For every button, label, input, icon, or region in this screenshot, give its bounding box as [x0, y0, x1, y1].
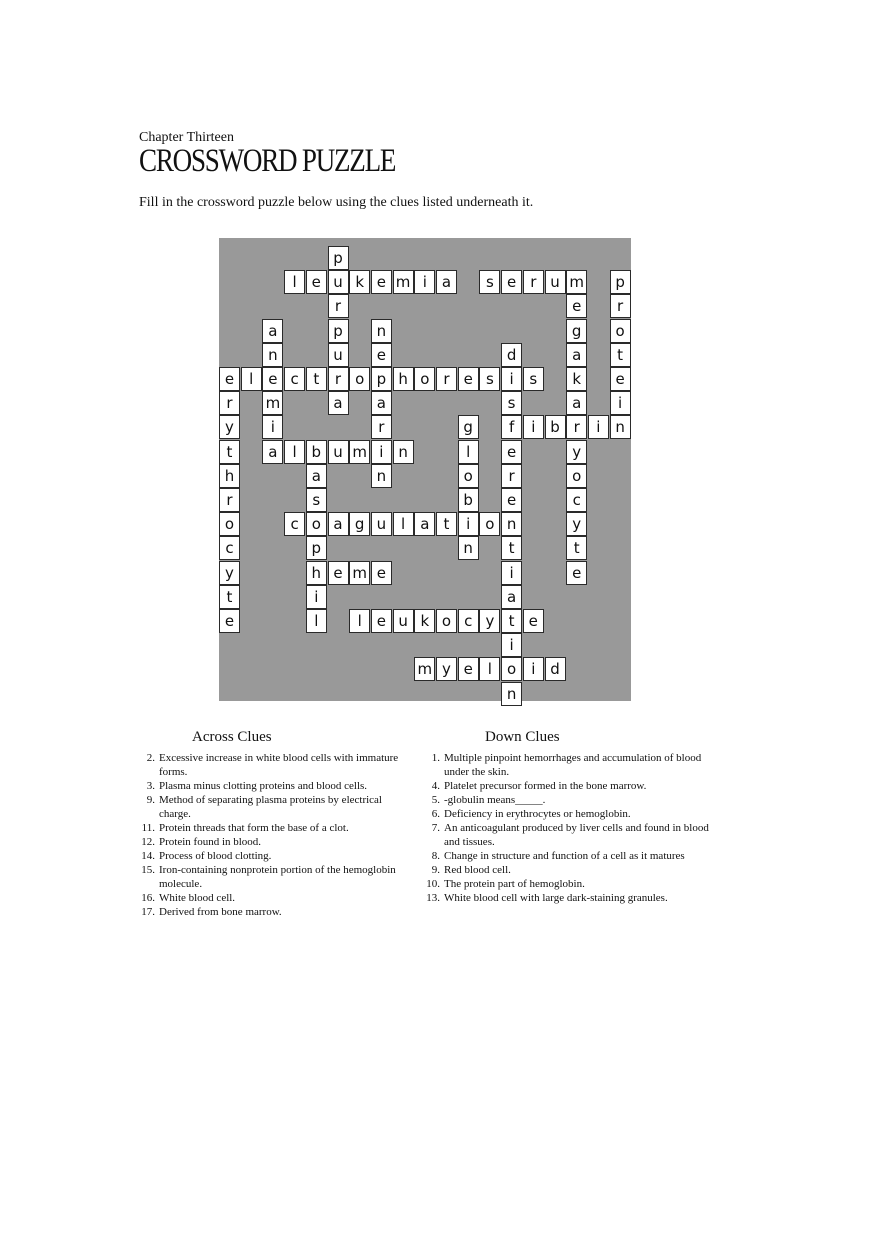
crossword-cell[interactable]: m: [393, 270, 414, 294]
crossword-cell[interactable]: r: [219, 488, 240, 512]
crossword-cell[interactable]: o: [566, 464, 587, 488]
down-clue: [424, 863, 714, 877]
down-clue: [424, 849, 714, 863]
clue-text: An anticoagulant produced by liver cells and found in blood and tissues.: [444, 822, 709, 848]
crossword-cell[interactable]: u: [328, 343, 349, 367]
crossword-cell[interactable]: e: [371, 343, 392, 367]
clue-number: 17.: [141, 906, 155, 918]
crossword-cell[interactable]: y: [566, 440, 587, 464]
crossword-cell[interactable]: b: [458, 488, 479, 512]
crossword-cell[interactable]: p: [371, 367, 392, 391]
crossword-cell[interactable]: k: [566, 367, 587, 391]
crossword-cell[interactable]: e: [219, 609, 240, 633]
crossword-cell[interactable]: e: [566, 561, 587, 585]
crossword-cell[interactable]: p: [306, 536, 327, 560]
crossword-cell[interactable]: h: [306, 561, 327, 585]
crossword-cell[interactable]: l: [479, 657, 500, 681]
crossword-cell[interactable]: e: [371, 561, 392, 585]
crossword-cell[interactable]: y: [479, 609, 500, 633]
clue-text: Change in structure and function of a cell as it matures: [444, 850, 685, 862]
crossword-cell[interactable]: b: [306, 440, 327, 464]
chapter-label: Chapter Thirteen: [139, 130, 234, 145]
crossword-cell[interactable]: m: [262, 391, 283, 415]
crossword-cell[interactable]: e: [458, 657, 479, 681]
crossword-cell[interactable]: n: [610, 415, 631, 439]
crossword-cell[interactable]: u: [328, 270, 349, 294]
clue-text: Red blood cell.: [444, 864, 511, 876]
clue-text: Derived from bone marrow.: [159, 906, 282, 918]
crossword-cell[interactable]: l: [306, 609, 327, 633]
crossword-cell[interactable]: i: [371, 440, 392, 464]
clue-text: Iron-containing nonprotein portion of the hemoglobin molecule.: [159, 864, 396, 890]
crossword-cell[interactable]: b: [545, 415, 566, 439]
crossword-cell[interactable]: i: [306, 585, 327, 609]
crossword-cell[interactable]: r: [219, 391, 240, 415]
down-clue: [424, 751, 714, 779]
crossword-cell[interactable]: l: [458, 440, 479, 464]
crossword-cell[interactable]: u: [545, 270, 566, 294]
clue-number: 13.: [426, 892, 440, 904]
crossword-cell[interactable]: a: [436, 270, 457, 294]
clue-number: 4.: [431, 780, 440, 792]
crossword-cell[interactable]: p: [610, 270, 631, 294]
crossword-cell[interactable]: i: [458, 512, 479, 536]
crossword-cell[interactable]: t: [610, 343, 631, 367]
crossword-cell[interactable]: m: [414, 657, 435, 681]
crossword-cell[interactable]: e: [371, 609, 392, 633]
clue-number: 12.: [141, 836, 155, 848]
crossword-cell[interactable]: s: [479, 270, 500, 294]
clue-number: 2.: [146, 752, 155, 764]
crossword-cell[interactable]: t: [306, 367, 327, 391]
crossword-cell[interactable]: l: [393, 512, 414, 536]
across-clue: [139, 891, 409, 905]
crossword-cell[interactable]: r: [328, 367, 349, 391]
clue-number: 7.: [431, 822, 440, 834]
clue-number: 5.: [431, 794, 440, 806]
crossword-cell[interactable]: i: [414, 270, 435, 294]
crossword-cell[interactable]: e: [262, 367, 283, 391]
clue-text: Protein threads that form the base of a clot.: [159, 822, 349, 834]
crossword-cell[interactable]: c: [566, 488, 587, 512]
crossword-cell[interactable]: e: [501, 270, 522, 294]
crossword-cell[interactable]: u: [393, 609, 414, 633]
clue-text: White blood cell.: [159, 892, 236, 904]
crossword-cell[interactable]: c: [458, 609, 479, 633]
crossword-cell[interactable]: u: [328, 440, 349, 464]
crossword-cell[interactable]: r: [371, 415, 392, 439]
crossword-cell[interactable]: s: [479, 367, 500, 391]
crossword-cell[interactable]: g: [458, 415, 479, 439]
clue-text: Deficiency in erythrocytes or hemoglobin.: [444, 808, 631, 820]
crossword-cell[interactable]: a: [414, 512, 435, 536]
crossword-cell[interactable]: o: [349, 367, 370, 391]
instructions: Fill in the crossword puzzle below using the clues listed underneath it.: [139, 195, 534, 210]
across-clue: [139, 849, 409, 863]
crossword-cell[interactable]: d: [501, 343, 522, 367]
crossword-cell[interactable]: a: [566, 343, 587, 367]
crossword-cell[interactable]: a: [328, 512, 349, 536]
crossword-cell[interactable]: l: [349, 609, 370, 633]
crossword-cell[interactable]: y: [219, 561, 240, 585]
clue-number: 10.: [426, 878, 440, 890]
across-clue: [139, 905, 409, 919]
crossword-cell[interactable]: a: [501, 585, 522, 609]
crossword-cell[interactable]: i: [610, 391, 631, 415]
across-clue-list: [139, 751, 409, 919]
crossword-cell[interactable]: k: [414, 609, 435, 633]
clue-number: 9.: [431, 864, 440, 876]
clue-number: 14.: [141, 850, 155, 862]
across-clue: [139, 863, 409, 891]
clue-text: Platelet precursor formed in the bone marrow.: [444, 780, 647, 792]
crossword-cell[interactable]: n: [458, 536, 479, 560]
clue-number: 11.: [141, 822, 155, 834]
crossword-cell[interactable]: i: [501, 367, 522, 391]
across-clue: [139, 751, 409, 779]
crossword-cell[interactable]: h: [393, 367, 414, 391]
crossword-cell[interactable]: m: [349, 440, 370, 464]
clue-number: 3.: [146, 780, 155, 792]
crossword-cell[interactable]: i: [501, 633, 522, 657]
crossword-cell[interactable]: e: [501, 488, 522, 512]
down-clues-heading: Down Clues: [485, 729, 560, 745]
crossword-cell[interactable]: s: [306, 488, 327, 512]
crossword-cell[interactable]: y: [566, 512, 587, 536]
crossword-cell[interactable]: c: [219, 536, 240, 560]
crossword-cell[interactable]: i: [262, 415, 283, 439]
crossword-cell[interactable]: t: [219, 440, 240, 464]
crossword-cell[interactable]: p: [328, 246, 349, 270]
crossword-cell[interactable]: e: [328, 561, 349, 585]
crossword-cell[interactable]: a: [262, 440, 283, 464]
crossword-cell[interactable]: l: [284, 440, 305, 464]
crossword-cell[interactable]: e: [501, 440, 522, 464]
crossword-cell[interactable]: i: [588, 415, 609, 439]
crossword-cell[interactable]: m: [566, 270, 587, 294]
crossword-cell[interactable]: n: [262, 343, 283, 367]
down-clue: [424, 877, 714, 891]
crossword-cell[interactable]: o: [219, 512, 240, 536]
crossword-cell[interactable]: t: [566, 536, 587, 560]
crossword-cell[interactable]: o: [306, 512, 327, 536]
crossword-cell[interactable]: n: [371, 319, 392, 343]
crossword-cell[interactable]: m: [349, 561, 370, 585]
crossword-cell[interactable]: n: [393, 440, 414, 464]
crossword-cell[interactable]: y: [436, 657, 457, 681]
clue-number: 8.: [431, 850, 440, 862]
crossword-cell[interactable]: o: [501, 657, 522, 681]
crossword-cell[interactable]: k: [349, 270, 370, 294]
crossword-cell[interactable]: t: [501, 609, 522, 633]
crossword-cell[interactable]: t: [219, 585, 240, 609]
crossword-cell[interactable]: r: [328, 294, 349, 318]
crossword-cell[interactable]: g: [349, 512, 370, 536]
clue-text: The protein part of hemoglobin.: [444, 878, 585, 890]
crossword-cell[interactable]: u: [371, 512, 392, 536]
clue-number: 6.: [431, 808, 440, 820]
clue-text: Multiple pinpoint hemorrhages and accumulation of blood under the skin.: [444, 752, 702, 778]
crossword-cell[interactable]: r: [566, 415, 587, 439]
crossword-cell[interactable]: r: [523, 270, 544, 294]
down-clue-list: [424, 751, 714, 905]
crossword-cell[interactable]: o: [414, 367, 435, 391]
crossword-grid: [219, 238, 631, 701]
clue-number: 9.: [146, 794, 155, 806]
crossword-cell[interactable]: r: [501, 464, 522, 488]
crossword-cell[interactable]: e: [306, 270, 327, 294]
crossword-cell[interactable]: c: [284, 367, 305, 391]
clue-text: -globulin means_____.: [444, 794, 546, 806]
crossword-cell[interactable]: o: [479, 512, 500, 536]
crossword-cell[interactable]: o: [436, 609, 457, 633]
crossword-cell[interactable]: y: [219, 415, 240, 439]
crossword-cell[interactable]: l: [284, 270, 305, 294]
clue-text: Protein found in blood.: [159, 836, 262, 848]
crossword-cell[interactable]: e: [566, 294, 587, 318]
crossword-cell[interactable]: r: [610, 294, 631, 318]
crossword-cell[interactable]: a: [371, 391, 392, 415]
clue-text: White blood cell with large dark-staining granules.: [444, 892, 668, 904]
crossword-cell[interactable]: n: [501, 682, 522, 706]
crossword-cell[interactable]: e: [523, 609, 544, 633]
clue-text: Plasma minus clotting proteins and blood cells.: [159, 780, 368, 792]
crossword-cell[interactable]: c: [284, 512, 305, 536]
crossword-cell[interactable]: s: [523, 367, 544, 391]
crossword-cell[interactable]: l: [241, 367, 262, 391]
crossword-cell[interactable]: t: [501, 536, 522, 560]
down-clue: [424, 779, 714, 793]
across-clue: [139, 779, 409, 793]
clue-number: 1.: [431, 752, 440, 764]
crossword-cell[interactable]: t: [436, 512, 457, 536]
crossword-cell[interactable]: g: [566, 319, 587, 343]
across-clue: [139, 835, 409, 849]
crossword-cell[interactable]: r: [436, 367, 457, 391]
crossword-cell[interactable]: d: [545, 657, 566, 681]
across-clue: [139, 821, 409, 835]
down-clue: [424, 807, 714, 821]
crossword-cell[interactable]: e: [219, 367, 240, 391]
clue-number: 16.: [141, 892, 155, 904]
crossword-cell[interactable]: i: [523, 415, 544, 439]
crossword-cell[interactable]: e: [458, 367, 479, 391]
down-clue: [424, 821, 714, 849]
page-title: CROSSWORD PUZZLE: [139, 143, 396, 179]
crossword-cell[interactable]: i: [501, 561, 522, 585]
clue-text: Process of blood clotting.: [159, 850, 272, 862]
crossword-cell[interactable]: f: [501, 415, 522, 439]
crossword-cell[interactable]: p: [328, 319, 349, 343]
crossword-cell[interactable]: s: [501, 391, 522, 415]
crossword-cell[interactable]: a: [306, 464, 327, 488]
crossword-cell[interactable]: o: [610, 319, 631, 343]
across-clue: [139, 793, 409, 821]
down-clue: [424, 891, 714, 905]
down-clue: [424, 793, 714, 807]
crossword-cell[interactable]: e: [610, 367, 631, 391]
crossword-cell[interactable]: n: [371, 464, 392, 488]
clue-number: 15.: [141, 864, 155, 876]
crossword-cell[interactable]: o: [458, 464, 479, 488]
crossword-cell[interactable]: a: [328, 391, 349, 415]
clue-text: Excessive increase in white blood cells with immature forms.: [159, 752, 399, 778]
crossword-cell[interactable]: i: [523, 657, 544, 681]
crossword-cell[interactable]: e: [371, 270, 392, 294]
clue-text: Method of separating plasma proteins by electrical charge.: [159, 794, 382, 820]
crossword-cell[interactable]: h: [219, 464, 240, 488]
crossword-cell[interactable]: a: [262, 319, 283, 343]
crossword-cell[interactable]: a: [566, 391, 587, 415]
across-clues-heading: Across Clues: [192, 729, 272, 745]
crossword-cell[interactable]: n: [501, 512, 522, 536]
